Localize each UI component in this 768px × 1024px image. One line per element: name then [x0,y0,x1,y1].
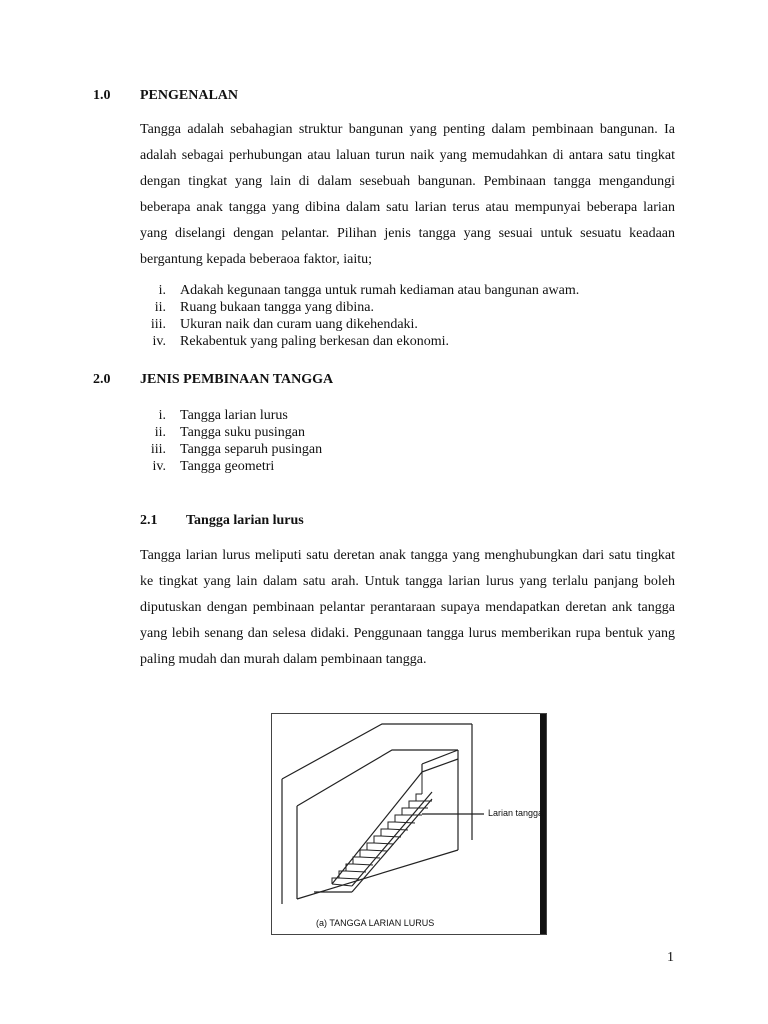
list-item-number: iv. [152,459,166,474]
list-item [140,333,675,350]
list-item-number: i. [158,408,166,423]
list-item-number: i. [158,283,166,298]
section-2-title: JENIS PEMBINAAN TANGGA [140,372,334,387]
section-1-number: 1.0 [93,88,111,103]
list-item [140,407,675,424]
list-item [140,458,675,475]
list-item [140,282,675,299]
list-item-text: Ruang bukaan tangga yang dibina. [180,300,375,315]
list-item-number: iii. [150,317,166,332]
section-1-title: PENGENALAN [140,88,239,103]
section-2-1-title: Tangga larian lurus [186,513,304,528]
section-2-list [140,407,675,475]
list-item-text: Adakah kegunaan tangga untuk rumah kediaman atau bangunan awam. [180,283,580,298]
list-item [140,424,675,441]
list-item-text: Tangga suku pusingan [180,425,306,440]
list-item-text: Ukuran naik dan curam uang dikehendaki. [180,317,418,332]
page-number: 1 [667,950,674,965]
staircase-figure [271,713,547,935]
section-2-1-number: 2.1 [140,513,158,528]
list-item-number: ii. [154,300,166,315]
list-item-text: Tangga separuh pusingan [180,442,323,457]
section-2-1-paragraph: Tangga larian lurus meliputi satu deretan anak tangga yang menghubungkan dari satu tingkat ke tingkat yang lain dalam satu arah. Untuk tangga larian lurus yang terlalu panjang boleh diputuskan dengan pembinaan pelantar perantaraan supaya mendapatkan deretan ank tangga yang lebih senang dan selesa didaki. Penggunaan tangga lurus memberikan rupa bentuk yang paling mudah dan murah dalam pembinaan tangga. [140,548,675,667]
list-item-text: Tangga geometri [180,459,275,474]
list-item-number: iv. [152,334,166,349]
list-item [140,316,675,333]
figure-label: Larian tangga [488,808,544,818]
list-item [140,299,675,316]
list-item-text: Rekabentuk yang paling berkesan dan ekonomi. [180,334,450,349]
list-item-number: iii. [150,442,166,457]
section-2-number: 2.0 [93,372,111,387]
section-1-paragraph: Tangga adalah sebahagian struktur bangunan yang penting dalam pembinaan bangunan. Ia adalah sebagai perhubungan atau laluan turun naik yang memudahkan di antara satu tingkat dengan tingkat yang lain di dalam sesebuah bangunan. Pembinaan tangga mengandungi beberapa anak tangga yang dibina dalam satu larian terus atau mempunyai beberapa larian yang diselangi dengan pelantar. Pilihan jenis tangga yang sesuai untuk sesuatu keadaan bergantung kepada beberaoa faktor, iaitu; [140,122,675,267]
list-item-text: Tangga larian lurus [180,408,288,423]
list-item-number: ii. [154,425,166,440]
list-item [140,441,675,458]
figure-caption: (a) TANGGA LARIAN LURUS [316,918,435,928]
section-1-list [140,282,675,350]
straight-staircase-illustration [272,714,546,934]
